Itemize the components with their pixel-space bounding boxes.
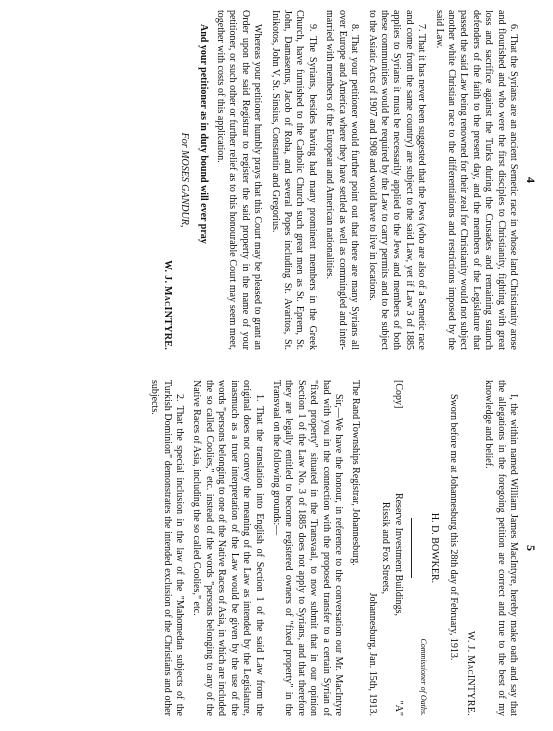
page-5 (9, 380, 539, 716)
paragraph-6: 6. That the Syrians are an ancient Semetic race in whose land Christianity arose and flourished and who were the first disciples to Christianity, fighting with great loss and sacrifice against the Turks during the Crusades and remaining staunch defenders of the faith to the present day, and the members of the Legislature that passed the said Law being renowned for their zeal for Christianity would not subject another white Christian race to the differentiations and restrictions imposed by the said Law. (433, 10, 519, 350)
letter-ground-1: 1. That the translation into English of Section 1 of the said Law from the original does not convey the meaning of the Law as intended by the Legislature, inasmuch as a truer interpretation of the Law would be given by the use of the words "persons belonging to one of the Native Races of Asia, in which are included the so called Coolies," etc. instead of the words "persons belonging to any of the Native Races of Asia, including the so called Coolies," etc. (191, 380, 265, 716)
page-number: 5 (524, 545, 538, 551)
page-4 (9, 10, 539, 350)
address-line-3: Johannesburg, Jan. 15th, 1913. (367, 592, 379, 716)
for-line: For MOSES GANDUR, (179, 132, 191, 228)
letter-salutation-paragraph: Sir,—We have the honour, in reference to the conversation our Mr. MacIntyre had with you in the connection with the proposed transfer to a certain Syrian of "fixed property" situated in the Transvaal, to now submit that in our opinion Section 1 of the Law No. 3 of 1885 does not apply to Syrians, and that therefore they are legally entitled to become registered owners of "fixed property" in the Transvaal on the following grounds:— (270, 380, 344, 716)
letter-ground-2: 2. That the special inclusion in the law of the "Mahomedan subjects of the Turkish Dominion" demonstrates the intended exclusion of the Christians and other subjects. (149, 380, 186, 716)
affidavit-paragraph: I, the within named William James MacIntyre, hereby make oath and say that the allegations in the foregoing petition are correct and true to the best of my knowledge and belief. (483, 380, 519, 716)
copy-header (392, 380, 405, 716)
divider (411, 518, 412, 578)
paragraph-9: 9. The Syrians, besides having had many prominent members in the Greek Church, have furnished to the Catholic Church such great men as St. Eprem, St. John, Damasenus, Jacob of Roha, and several Popes including St. Avaritos, St. Inikotos, John V, St. Sinsius, Constantin and Gregorius. (269, 10, 318, 350)
commissioner-title: Commissioner of Oaths. (419, 638, 429, 716)
affidavit-signature: W. J. MacINTYRE. (464, 631, 476, 716)
copy-label: [Copy] (393, 380, 405, 409)
paragraph-7: 7. That it has never been suggested that the Jews (who are also of a Semetic race and come from the same country) are subject to the said Law, yet if Law 3 of 1885 applies to Syrians it must be necessarily applied to the Jews and members of both these communities would be required by the Law to carry permits and to be subject to the Asiatic Acts of 1907 and 1908 and would have to live in locations. (366, 10, 428, 350)
paragraph-8: 8. That your petitioner would further point out that there are many Syrians all over Europe and America where they have settled as well as commingled and inter-married with members of the European and American nationalities. (324, 10, 361, 350)
closing-line: And your petitioner as in duty bound will ever pray (197, 24, 209, 244)
sworn-paragraph: Sworn before me at Johannesburg this 28th day of February, 1913. (447, 394, 459, 661)
addressee: The Rand Townships Registrar, Johannesburg. (350, 380, 362, 566)
commissioner-name: H. D. BOWKER. (429, 512, 441, 584)
address-line-2: Rissik and Fox Streets, (380, 501, 392, 595)
prayer-paragraph: Whereas your petitioner humbly prays that this Court may be pleased to grant an Order upon the said Registrar to register the said property in the name of your petitioner, or such other or further relief as to this honourable Court may seem meet, together with costs of this application. (215, 10, 264, 350)
signature: W. J. MacINTYRE. (162, 260, 174, 350)
page-number: 4 (524, 177, 538, 183)
annex-label: "A" (393, 700, 405, 716)
address-line-1: Reserve Investment Buildings, (393, 492, 405, 616)
